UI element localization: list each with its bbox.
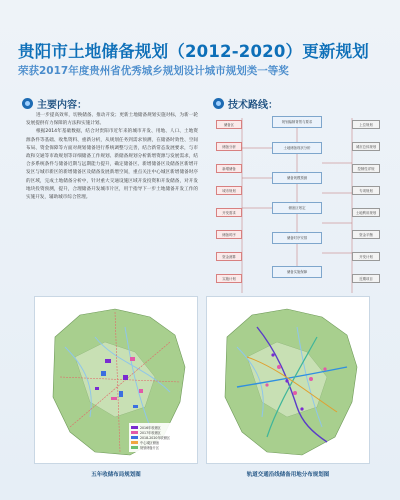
flow-center-box: 储备实施保障 — [272, 266, 322, 278]
flow-center-box: 储备时序安排 — [272, 232, 322, 244]
legend-label: 2017年收储区 — [140, 431, 161, 435]
content-heading — [22, 96, 87, 111]
legend-label: 2016年收储区 — [140, 426, 161, 430]
section-bullet-icon — [22, 98, 33, 109]
flow-left-box: 储备区 — [216, 120, 242, 129]
technical-route-flowchart — [212, 108, 382, 298]
flow-right-box: 近期项目 — [352, 274, 380, 283]
flow-right-box: 专项规划 — [352, 186, 380, 195]
flow-center-box: 土地储备现状分析 — [272, 142, 322, 154]
flow-right-box: 开发计划 — [352, 252, 380, 261]
flow-right-box: 城市总体规划 — [352, 142, 380, 151]
flow-left-box: 资金测算 — [216, 252, 242, 261]
flow-right-box: 控制性详规 — [352, 164, 380, 173]
flow-left-box: 储备分析 — [216, 142, 242, 151]
flow-left-box: 城市规划 — [216, 186, 242, 195]
right-map-caption: 轨道交通沿线储备用地分布规划图 — [246, 472, 330, 478]
content-body — [26, 112, 198, 202]
legend-label: 2018-2020年收储区 — [140, 436, 171, 440]
route-heading-label: 技术路线： — [228, 100, 278, 111]
flow-center-box: 储备区划定 — [272, 202, 322, 214]
flow-center-box: 储备规模预测 — [272, 172, 322, 184]
page-title: 贵阳市土地储备规划（2012-2020）更新规划 — [18, 42, 369, 61]
reserve-layout-map — [34, 296, 198, 464]
flow-left-box: 储备时序 — [216, 230, 242, 239]
flow-left-box: 实施计划 — [216, 274, 242, 283]
legend-item — [131, 445, 193, 450]
map-legend — [129, 423, 195, 452]
rail-transit-map — [206, 296, 370, 464]
legend-label: 规划储备片区 — [140, 446, 160, 450]
rail-transit-map-graphic — [207, 297, 371, 465]
page-subtitle: 荣获2017年度贵州省优秀城乡规划设计城市规划类一等奖 — [18, 65, 289, 77]
content-paragraph: 进一步提高效率，切换储备、推动开发；更新土地储备规划实施对标，为新一轮发展提供有力保障的方法和实施计划。 — [26, 113, 198, 127]
flow-left-box: 新增储备 — [216, 164, 242, 173]
flow-left-box: 开发需求 — [216, 208, 242, 217]
left-map-caption: 五年收储布局规划图 — [91, 472, 141, 478]
content-paragraph: 根据2014年基础数据，结合对贵阳市近年来的城市开发、用地、人口、土地资源条件等基础、收集资料、重新分析，从规划任务到需求预测，在储备时效性、空间布局、资金保障等方面对规划储备进行系统调整与完善，结合新常态发展要求，与市政和交通等市政规划等详细储备工作规划、新储备规划分析新增资源与发展需求，结合多系统条件与储备近期与远期能力提升，确定储备区、新增储备区及储备区新增开发区与城市新区的新增储备区及储备发展新增空间，重点关注中心城区新增储备时序的区域，完成土地储备分析中，针对重大交通设施区域开发投资和开发储备，对开发地块投资预测，提升，合理储备开发城市片区，用于指导下一步土地储备开发工作的实施开发，辅助城市综合管理。 — [26, 129, 198, 201]
flow-center-box: 规划编制背景与要求 — [272, 116, 322, 128]
flow-right-box: 资金平衡 — [352, 230, 380, 239]
legend-label: 中心城区储备 — [140, 441, 160, 445]
content-heading-label: 主要内容： — [37, 100, 87, 111]
flow-right-box: 土地利用规划 — [352, 208, 380, 217]
flow-right-box: 上位规划 — [352, 120, 380, 129]
